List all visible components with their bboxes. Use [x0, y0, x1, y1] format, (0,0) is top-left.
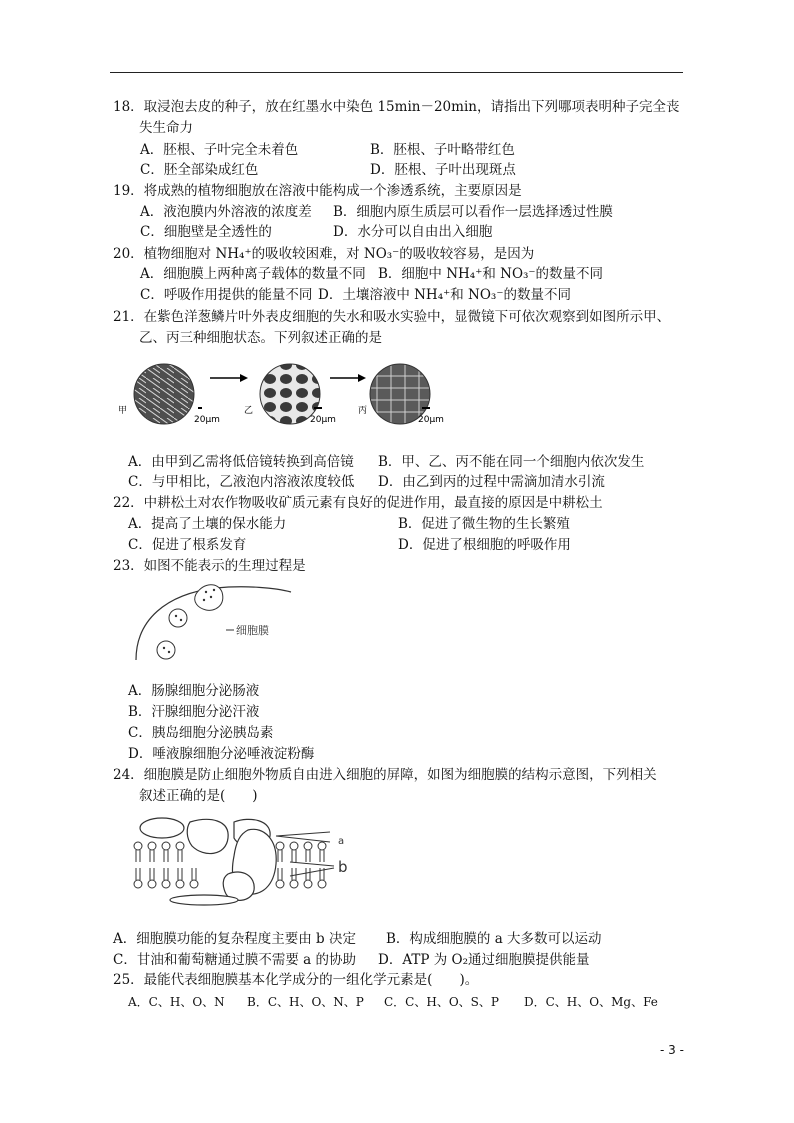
- fig-label-yi: 乙: [244, 406, 254, 416]
- q23-option-d: D．唾液腺细胞分泌唾液淀粉酶: [128, 746, 315, 762]
- q21-option-d: D．由乙到丙的过程中需滴加清水引流: [378, 474, 605, 490]
- q21-stem: 21．在紫色洋葱鳞片叶外表皮细胞的失水和吸水实验中，显微镜下可依次观察到如图所示甲、: [113, 309, 671, 325]
- q23-option-a: A．肠腺细胞分泌肠液: [128, 683, 260, 699]
- q25-option-a: A．C、H、O、N: [128, 995, 225, 1009]
- q18-stem-cont: 失生命力: [139, 120, 193, 136]
- q22-option-a: A．提高了土壤的保水能力: [128, 516, 287, 532]
- q21-option-a: A．由甲到乙需将低倍镜转换到高倍镜: [128, 454, 354, 470]
- q22-option-c: C．促进了根系发育: [128, 537, 247, 553]
- q23-stem: 23．如图不能表示的生理过程是: [113, 558, 306, 574]
- scale-label-3: 20μm: [418, 415, 444, 425]
- arrow-1-head: [240, 374, 248, 382]
- q19-option-c: C．细胞壁是全透性的: [140, 224, 272, 240]
- arrow-2-head: [358, 374, 366, 382]
- q24-option-a: A．细胞膜功能的复杂程度主要由 b 决定: [113, 931, 356, 947]
- q21-cell-figure: [118, 358, 448, 438]
- q19-stem: 19．将成熟的植物细胞放在溶液中能构成一个渗透系统，主要原因是: [113, 183, 522, 199]
- fig-label-jia: 甲: [118, 406, 128, 416]
- label-b-pointer: [290, 862, 334, 876]
- q24-option-c: C．甘油和葡萄糖通过膜不需要 a 的协助: [113, 952, 356, 968]
- q20-option-c: C．呼吸作用提供的能量不同: [140, 287, 313, 303]
- q19-option-b: B．细胞内原生质层可以看作一层选择透过性膜: [333, 204, 613, 220]
- q21-option-b: B．甲、乙、丙不能在同一个细胞内依次发生: [378, 454, 645, 470]
- q19-option-a: A．液泡膜内外溶液的浓度差: [140, 204, 312, 220]
- q25-option-c: C．C、H、O、S、P: [384, 995, 499, 1009]
- fig-label-bing: 丙: [358, 406, 368, 416]
- q22-option-d: D．促进了根细胞的呼吸作用: [398, 537, 571, 553]
- vesicle-middle: [169, 609, 187, 627]
- vesicle-inner: [157, 641, 175, 659]
- label-a-pointer: [276, 832, 330, 842]
- q23-secretion-figure: [126, 580, 296, 672]
- label-a: a: [338, 836, 345, 847]
- header-rule: [110, 72, 683, 73]
- q25-option-b: B．C、H、O、N、P: [247, 995, 364, 1009]
- q25-option-d: D．C、H、O、Mg、Fe: [524, 995, 658, 1009]
- q18-option-b: B．胚根、子叶略带红色: [370, 142, 515, 158]
- membrane-proteins: [140, 818, 276, 905]
- cell-state-jia: [134, 364, 194, 424]
- q20-stem: 20．植物细胞对 NH₄⁺的吸收较困难，对 NO₃⁻的吸收较容易，是因为: [113, 246, 535, 262]
- q24-membrane-figure: [130, 816, 360, 908]
- label-b: b: [338, 858, 348, 876]
- q22-option-b: B．促进了微生物的生长繁殖: [398, 516, 570, 532]
- q18-stem: 18．取浸泡去皮的种子，放在红墨水中染色 15min－20min，请指出下列哪项表明种子完全丧: [113, 99, 680, 115]
- q19-option-d: D．水分可以自由出入细胞: [333, 224, 493, 240]
- q25-stem: 25．最能代表细胞膜基本化学成分的一组化学元素是( )。: [113, 972, 479, 988]
- q21-option-c: C．与甲相比，乙液泡内溶液浓度较低: [128, 474, 355, 490]
- q23-option-b: B．汗腺细胞分泌汗液: [128, 704, 260, 720]
- membrane-label: 细胞膜: [236, 624, 269, 637]
- q18-option-d: D．胚根、子叶出现斑点: [370, 162, 516, 178]
- q24-stem-cont: 叙述正确的是( ): [139, 788, 258, 804]
- q24-option-d: D．ATP 为 O₂通过细胞膜提供能量: [378, 952, 590, 968]
- q18-option-a: A．胚根、子叶完全未着色: [140, 142, 299, 158]
- q20-option-a: A．细胞膜上两种离子载体的数量不同: [140, 266, 366, 282]
- scale-label-2: 20μm: [310, 415, 336, 425]
- q20-option-b: B．细胞中 NH₄⁺和 NO₃⁻的数量不同: [378, 266, 604, 282]
- q20-option-d: D．土壤溶液中 NH₄⁺和 NO₃⁻的数量不同: [318, 287, 571, 303]
- q18-option-c: C．胚全部染成红色: [140, 162, 259, 178]
- scale-label-1: 20μm: [194, 415, 220, 425]
- q21-stem-cont: 乙、丙三种细胞状态。下列叙述正确的是: [139, 330, 382, 346]
- page-number: - 3 -: [660, 1043, 684, 1057]
- q24-stem: 24．细胞膜是防止细胞外物质自由进入细胞的屏障，如图为细胞膜的结构示意图，下列相关: [113, 767, 657, 783]
- q23-option-c: C．胰岛细胞分泌胰岛素: [128, 725, 274, 741]
- vesicle-fusing: [195, 585, 223, 611]
- q24-option-b: B．构成细胞膜的 a 大多数可以运动: [386, 931, 602, 947]
- q22-stem: 22．中耕松土对农作物吸收矿质元素有良好的促进作用，最直接的原因是中耕松土: [113, 495, 603, 511]
